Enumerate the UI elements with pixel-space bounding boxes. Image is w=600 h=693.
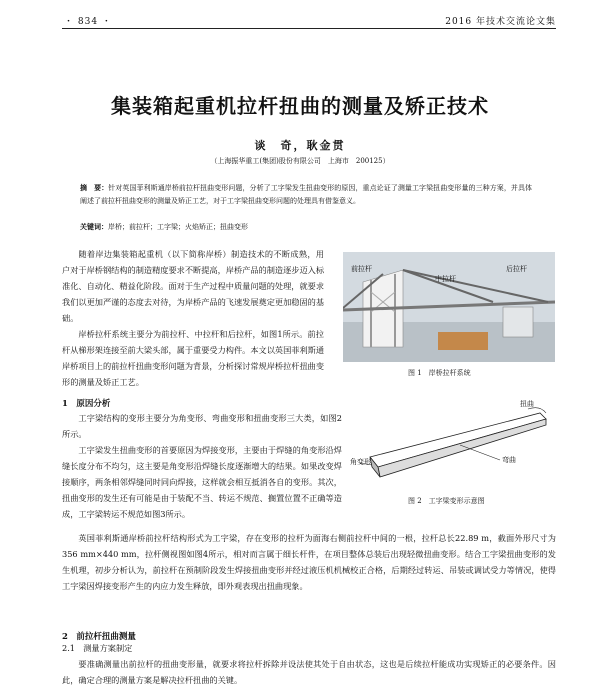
intro-paragraph-1: 随着岸边集装箱起重机（以下简称岸桥）制造技术的不断成熟，用户对于岸桥钢结构的制造精度要求不断提高，岸桥产品的制造逐步迈入标准化、自动化、精益化阶段。面对于生产过程中质量问题的处理，就要求我们以更加严谨的态度去对待，为岸桥产品的飞速发展奠定更加稳固的基础。 bbox=[62, 249, 325, 323]
label-angle: 角变形 bbox=[350, 458, 371, 466]
section-1-full-width bbox=[62, 530, 556, 594]
section-1-paragraph-3: 英国菲利斯通岸桥前拉杆结构形式为工字梁，存在变形的拉杆为面海右侧前拉杆中间的一根，拉杆总长22.89 m，截面外形尺寸为356 mm×440 mm，拉杆侧视图如图4所示，相对而言属于细长杆件，在项目整体总装后出现轻微扭曲变形。结合工字梁扭曲变形的发生机理，初步分析认为，前拉杆在预制阶段发生焊接扭曲变形并经过液压机机械校正合格，后期经过转运、吊装或调试受力等情况，使得工字梁因焊接变形产生的内应力发生释放，即外观表现出扭曲现象。 bbox=[62, 533, 556, 591]
section-1-heading: 1 原因分析 bbox=[62, 399, 111, 409]
section-1-paragraph-1: 工字梁结构的变形主要分为角变形、弯曲变形和扭曲变形三大类，如图2所示。 bbox=[62, 413, 342, 439]
section-2-heading: 2 前拉杆扭曲测量 bbox=[62, 632, 136, 642]
abstract-label: 摘 要： bbox=[80, 183, 109, 192]
figure-2-caption: 图 2 工字梁变形示意图 bbox=[408, 497, 485, 505]
section-2-body bbox=[62, 656, 556, 688]
abstract-text: 针对英国菲利斯通岸桥前拉杆扭曲变形问题，分析了工字梁发生扭曲变形的原因，重点论证了测量工字梁扭曲变形量的三种方案，并具体阐述了前拉杆扭曲变形的测量及矫正工艺，对于工字梁扭曲变形问题的处理具有借鉴意义。 bbox=[80, 184, 533, 205]
journal-name: 2016 年技术交流论文集 bbox=[445, 17, 556, 27]
section-2-1-heading: 2.1 测量方案制定 bbox=[62, 643, 133, 653]
keywords bbox=[80, 222, 532, 232]
figure-1-crane-photo bbox=[343, 252, 555, 362]
label-twist: 扭曲 bbox=[520, 400, 534, 408]
paper-title: 集装箱起重机拉杆扭曲的测量及矫正技术 bbox=[111, 94, 489, 118]
ibeam-sketch bbox=[350, 405, 558, 491]
keywords-label: 关键词： bbox=[80, 222, 108, 231]
label-bend: 弯曲 bbox=[502, 456, 516, 464]
label-rear-tie: 后拉杆 bbox=[506, 265, 527, 273]
header-rule bbox=[62, 28, 556, 29]
affiliation: （上海振华重工(集团)股份有限公司 上海市 200125） bbox=[210, 157, 390, 165]
section-2-paragraph-1: 要准确测量出前拉杆的扭曲变形量，就要求将拉杆拆除并设法使其处于自由状态，这也是后续拉杆能成功实现矫正的必要条件。因此，确定合理的测量方案是解决拉杆扭曲的关键。 bbox=[62, 659, 556, 685]
intro-paragraph-2: 岸桥拉杆系统主要分为前拉杆、中拉杆和后拉杆，如图1所示。前拉杆从梯形架连接至前大梁头部，属于重要受力构件。本文以英国菲利斯通岸桥项目上的前拉杆扭曲变形问题为背景，分析探讨常规岸桥拉杆扭曲变形的测量及矫正工艺。 bbox=[62, 329, 325, 387]
abstract bbox=[80, 181, 532, 208]
authors: 谈 奇，耿金贯 bbox=[254, 139, 346, 152]
label-middle-tie: 中拉杆 bbox=[435, 275, 456, 283]
figure-1-caption: 图 1 岸桥拉杆系统 bbox=[408, 369, 471, 377]
intro-column bbox=[62, 246, 324, 390]
figure-2-ibeam-diagram bbox=[350, 400, 558, 491]
keywords-text: 岸桥；前拉杆；工字梁；火焰矫正；扭曲变形 bbox=[108, 223, 248, 231]
section-1-paragraph-2: 工字梁发生扭曲变形的首要原因为焊接变形，主要由于焊缝的角变形沿焊缝长度分布不均匀，这主要是角变形沿焊缝长度逐渐增大的结果。如果改变焊接顺序，两条相邻焊缝同时同向焊接，这样就会相互抵消各自的变形。其次，扭曲变形的发生还有可能是由于装配不当、转运不规范、搁置位置不正确等造成，工字梁转运不规范如图3所示。 bbox=[62, 445, 342, 519]
label-front-tie: 前拉杆 bbox=[351, 265, 372, 273]
page-number: ・ 834 ・ bbox=[64, 17, 112, 27]
section-1-column bbox=[62, 410, 342, 522]
